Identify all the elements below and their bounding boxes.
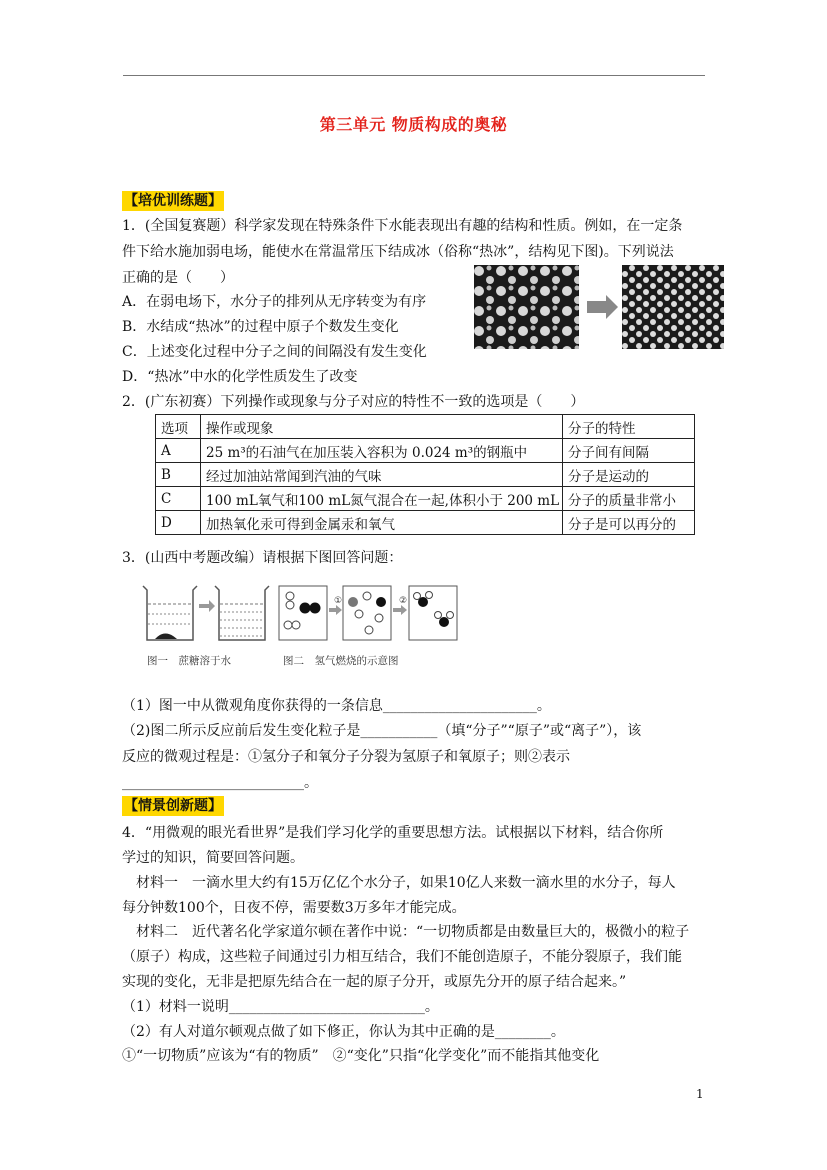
molecule-box-after (409, 586, 457, 640)
q1-stem-line1: 1．(全国复赛题）科学家发现在特殊条件下水能表现出有趣的结构和性质。例如，在一定条 (122, 218, 683, 234)
disordered-water-image (474, 265, 579, 349)
q1-option-d: D．“热冰”中水的化学性质发生了改变 (122, 369, 358, 385)
table-cell: B (156, 463, 201, 487)
fig1-caption: 图一 蔗糖溶于水 (147, 655, 231, 667)
table-cell: 加热氧化汞可得到金属汞和氧气 (201, 511, 563, 535)
q3-sub2-line2: 反应的微观过程是：①氢分子和氧分子分裂为氢原子和氧原子；则②表示 (122, 749, 570, 765)
q1-option-a: A．在弱电场下，水分子的排列从无序转变为有序 (122, 294, 427, 310)
table-cell: D (156, 511, 201, 535)
q3-stem: 3．(山西中考题改编）请根据下图回答问题： (122, 550, 403, 566)
header-rule (123, 75, 705, 76)
fig2-caption: 图二 氢气燃烧的示意图 (283, 655, 399, 667)
beaker-icon (215, 586, 269, 640)
table-header: 操作或现象 (201, 415, 563, 439)
q4-stem-line2: 学过的知识，简要回答问题。 (122, 850, 304, 866)
table-cell: 25 m³的石油气在加压装入容积为 0.024 m³的钢瓶中 (201, 439, 563, 463)
q1-option-b: B．水结成“热冰”的过程中原子个数发生变化 (122, 319, 399, 335)
table-cell: 100 mL氧气和100 mL氮气混合在一起,体积小于 200 mL (201, 487, 563, 511)
table-row (156, 439, 695, 463)
q4-sub1: （1）材料一说明____________________________。 (122, 999, 439, 1015)
table-cell: A (156, 439, 201, 463)
table-cell: 分子间有间隔 (563, 439, 695, 463)
page-number: 1 (696, 1087, 704, 1101)
table-cell: 分子是可以再分的 (563, 511, 695, 535)
q2-stem: 2．(广东初赛）下列操作或现象与分子对应的特性不一致的选项是（ ） (122, 394, 585, 410)
q4-sub2: （2）有人对道尔顿观点做了如下修正，你认为其中正确的是________。 (122, 1024, 565, 1040)
q4-material1-line2: 每分钟数100个，日夜不停，需要数3万多年才能完成。 (122, 900, 466, 916)
q4-material2-line3: 实现的变化，无非是把原先结合在一起的原子分开，或原先分开的原子结合起来。” (122, 974, 627, 990)
beaker-icon (143, 586, 197, 640)
q2-table (155, 414, 695, 535)
q1-stem-line2: 件下给水施加弱电场，能使水在常温常压下结成冰（俗称“热冰”，结构见下图)。下列说法 (122, 244, 674, 260)
q1-option-c: C．上述变化过程中分子之间的间隔没有发生变化 (122, 344, 427, 360)
q3-sub2-line3: __________________________。 (122, 775, 318, 791)
q3-figures (133, 580, 478, 672)
q4-stem-line1: 4．“用微观的眼光看世界”是我们学习化学的重要思想方法。试根据以下材料，结合你所 (122, 825, 664, 841)
q3-sub2-line1: （2)图二所示反应前后发生变化粒子是___________（填“分子”“原子”或“离子”），该 (122, 723, 642, 739)
step-mark-1: ① (334, 596, 343, 606)
q4-material2-line1: 材料二 近代著名化学家道尔顿在著作中说：“一切物质都是由数量巨大的，极微小的粒子 (122, 924, 690, 940)
table-header: 选项 (156, 415, 201, 439)
hot-ice-structure-figure (474, 265, 724, 349)
table-header: 分子的特性 (563, 415, 695, 439)
table-row (156, 511, 695, 535)
table-cell: 分子是运动的 (563, 463, 695, 487)
q4-material1-line1: 材料一 一滴水里大约有15万亿亿个水分子，如果10亿人来数一滴水里的水分子，每人 (122, 875, 676, 891)
ordered-hot-ice-image (622, 265, 724, 349)
q4-material2-line2: （原子）构成，这些粒子间通过引力相互结合，我们不能创造原子，不能分裂原子，我们能 (122, 949, 682, 965)
page-title: 第三单元 物质构成的奥秘 (319, 115, 508, 134)
arrow-right-icon (587, 295, 618, 319)
table-cell: 分子的质量非常小 (563, 487, 695, 511)
q1-stem-line3: 正确的是（ ） (122, 270, 234, 286)
table-header-row (156, 415, 695, 439)
molecule-box-before (279, 586, 327, 640)
section-tag-training: 【培优训练题】 (124, 193, 222, 209)
section-tag-scenario: 【情景创新题】 (124, 798, 222, 814)
table-row (156, 463, 695, 487)
molecule-box-middle (343, 586, 391, 640)
table-row (156, 487, 695, 511)
arrow-right-icon (199, 600, 215, 612)
q4-options: ①“一切物质”应该为“有的物质” ②“变化”只指“化学变化”而不能指其他变化 (122, 1048, 600, 1064)
q3-sub1: （1）图一中从微观角度你获得的一条信息______________________。 (122, 698, 551, 714)
arrow-right-icon (393, 605, 407, 615)
arrow-right-icon (329, 605, 342, 615)
table-cell: C (156, 487, 201, 511)
table-cell: 经过加油站常闻到汽油的气味 (201, 463, 563, 487)
step-mark-2: ② (399, 596, 408, 606)
